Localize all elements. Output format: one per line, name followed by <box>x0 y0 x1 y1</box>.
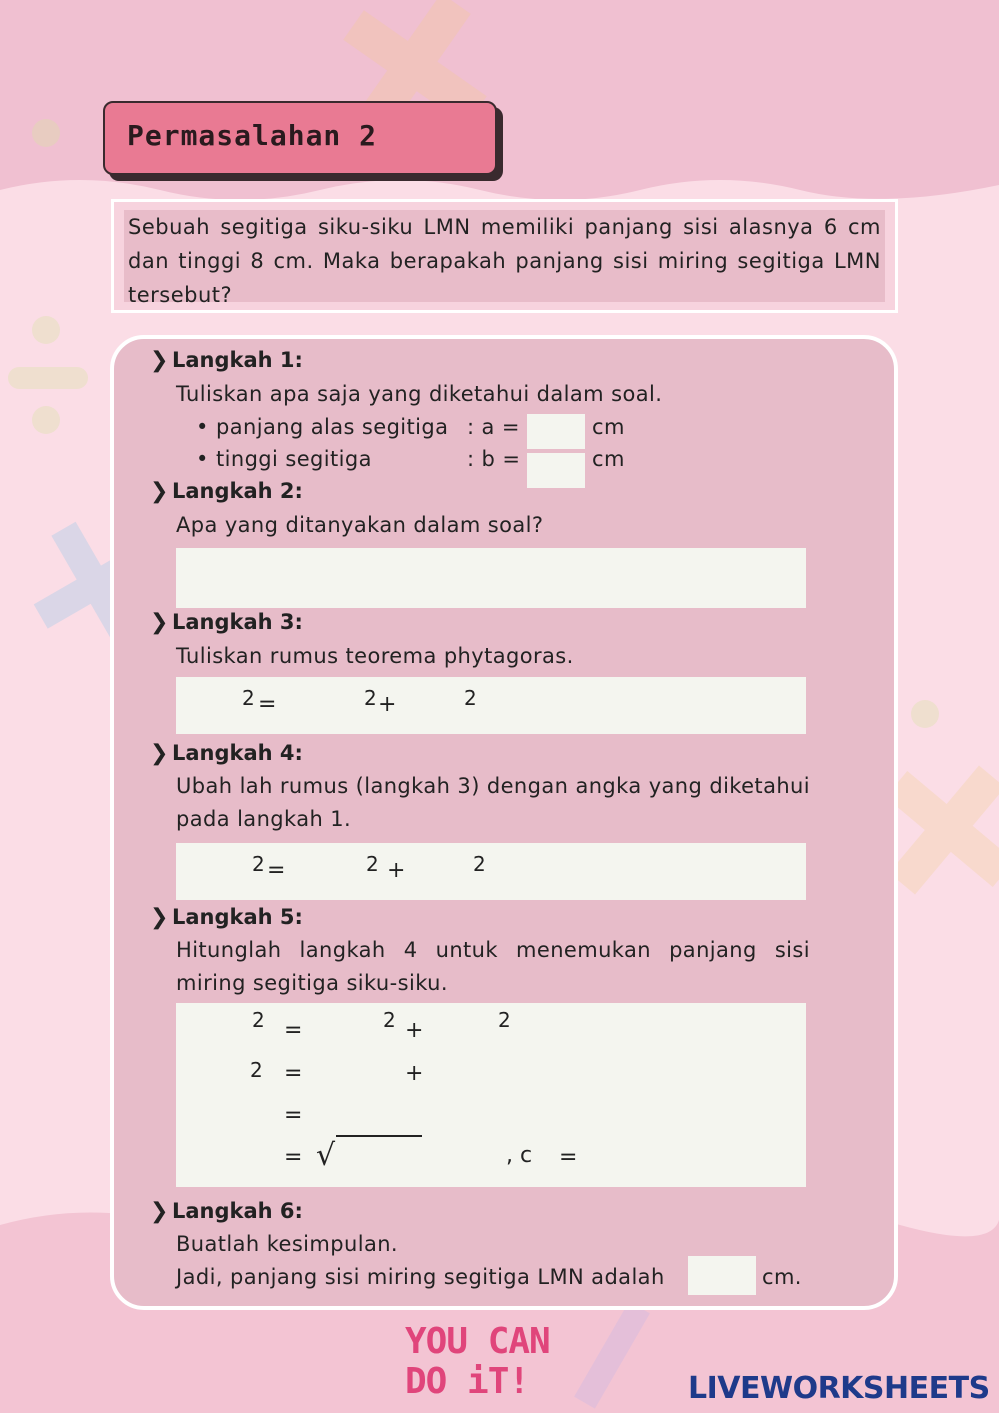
chevron-right-icon: ❯ <box>150 741 169 766</box>
question-input[interactable] <box>176 548 806 608</box>
plus-sign: + <box>387 858 406 883</box>
equals-sign: = <box>258 692 277 717</box>
equals-sign: = <box>559 1145 578 1170</box>
height-variable: : b = <box>467 447 521 471</box>
calculation-box <box>176 1003 806 1187</box>
equals-sign: = <box>284 1103 303 1128</box>
conclusion-text: Jadi, panjang sisi miring segitiga LMN adalah <box>176 1265 665 1289</box>
page-title: Permasalahan 2 <box>127 119 378 152</box>
exponent: 2 <box>252 852 265 876</box>
exponent: 2 <box>252 1008 265 1032</box>
base-input[interactable] <box>527 414 585 449</box>
plus-sign: + <box>405 1018 424 1043</box>
height-unit: cm <box>592 447 625 471</box>
sqrt-icon: √ <box>316 1138 336 1173</box>
conclusion-unit: cm. <box>762 1265 802 1289</box>
equals-sign: = <box>267 858 286 883</box>
sqrt-bar <box>336 1135 422 1137</box>
plus-sign: + <box>405 1061 424 1086</box>
chevron-right-icon: ❯ <box>150 479 169 504</box>
height-label: tinggi segitiga <box>216 447 372 471</box>
equals-sign: = <box>284 1018 303 1043</box>
exponent: 2 <box>364 686 377 710</box>
exponent: 2 <box>250 1058 263 1082</box>
chevron-right-icon: ❯ <box>150 1199 169 1224</box>
c-label: , c <box>506 1143 533 1168</box>
title-box <box>103 101 497 175</box>
step5-heading: ❯ Langkah 5: <box>150 905 303 930</box>
step4-heading: ❯ Langkah 4: <box>150 741 303 766</box>
bullet-dot: • <box>196 447 209 471</box>
chevron-right-icon: ❯ <box>150 610 169 635</box>
chevron-right-icon: ❯ <box>150 905 169 930</box>
exponent: 2 <box>473 852 486 876</box>
chevron-right-icon: ❯ <box>150 348 169 373</box>
problem-text: Sebuah segitiga siku-siku LMN memiliki panjang sisi alasnya 6 cm dan tinggi 8 cm. Maka berapakah panjang sisi miring segitiga LMN tersebut? <box>128 215 881 307</box>
equals-sign: = <box>284 1145 303 1170</box>
plus-sign: + <box>378 692 397 717</box>
step3-heading: ❯ Langkah 3: <box>150 610 303 635</box>
bullet-dot: • <box>196 415 209 439</box>
step1-text: Tuliskan apa saja yang diketahui dalam soal. <box>176 382 663 406</box>
base-label: panjang alas segitiga <box>216 415 449 439</box>
liveworksheets-logo: LIVEWORKSHEETS <box>688 1371 990 1406</box>
you-can-do-it-logo: YOU CAN DO iT! <box>405 1321 550 1402</box>
exponent: 2 <box>383 1008 396 1032</box>
exponent: 2 <box>366 852 379 876</box>
base-unit: cm <box>592 415 625 439</box>
equals-sign: = <box>284 1061 303 1086</box>
step2-text: Apa yang ditanyakan dalam soal? <box>176 513 544 537</box>
step5-text: Hitunglah langkah 4 untuk menemukan panjang sisi miring segitiga siku-siku. <box>176 938 810 995</box>
step3-text: Tuliskan rumus teorema phytagoras. <box>176 644 574 668</box>
answer-input[interactable] <box>688 1256 756 1295</box>
exponent: 2 <box>242 686 255 710</box>
step1-heading: ❯ Langkah 1: <box>150 348 303 373</box>
step4-text: Ubah lah rumus (langkah 3) dengan angka yang diketahui pada langkah 1. <box>176 774 810 831</box>
height-input[interactable] <box>527 453 585 488</box>
problem-box <box>111 199 898 313</box>
step6-text: Buatlah kesimpulan. <box>176 1232 398 1256</box>
step6-heading: ❯ Langkah 6: <box>150 1199 303 1224</box>
step2-heading: ❯ Langkah 2: <box>150 479 303 504</box>
exponent: 2 <box>498 1008 511 1032</box>
base-variable: : a = <box>467 415 520 439</box>
exponent: 2 <box>464 686 477 710</box>
